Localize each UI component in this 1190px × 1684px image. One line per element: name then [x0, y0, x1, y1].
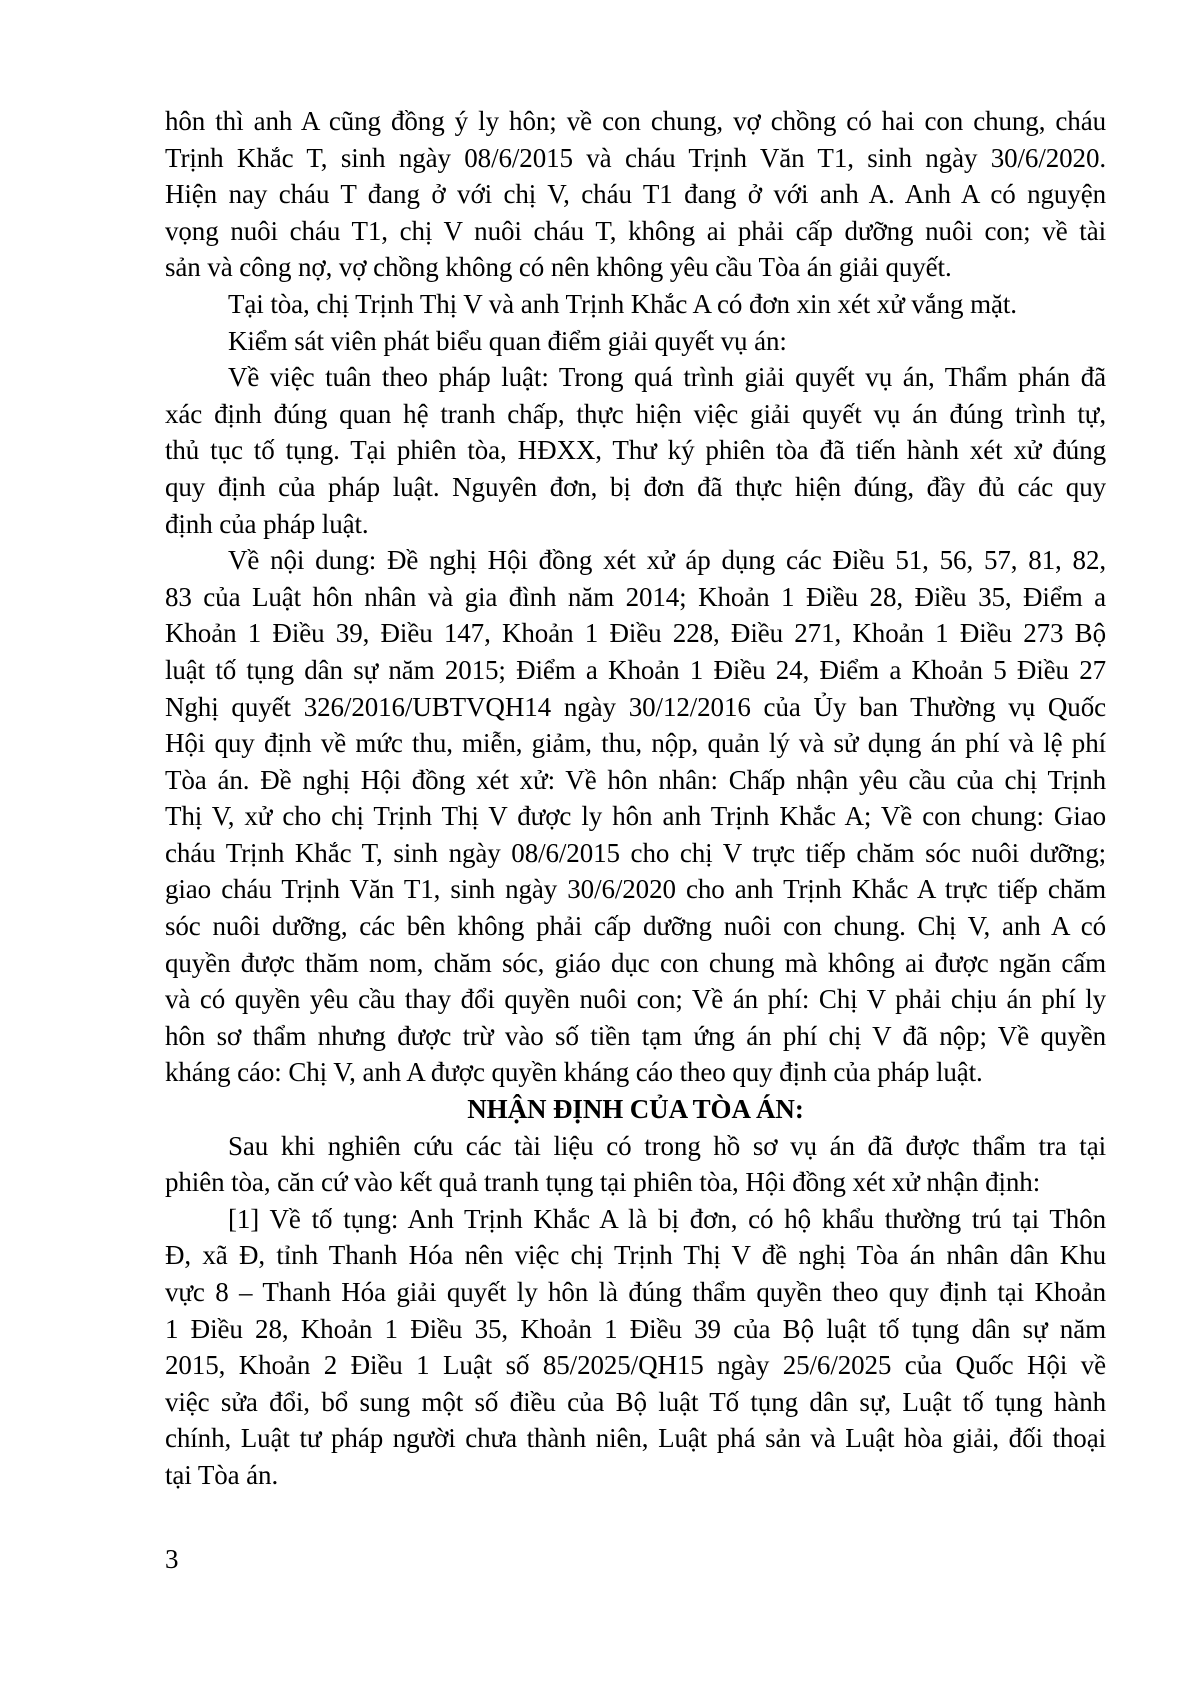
text-line: vọng nuôi cháu T1, chị V nuôi cháu T, không ai phải cấp dưỡng nuôi con; về tài [165, 215, 1106, 246]
text-line: 83 của Luật hôn nhân và gia đình năm 2014; Khoản 1 Điều 28, Điều 35, Điểm a [165, 581, 1106, 612]
text-line: 1 Điều 28, Khoản 1 Điều 35, Khoản 1 Điều 39 của Bộ luật tố tụng dân sự năm [165, 1313, 1106, 1344]
text-line: [1] Về tố tụng: Anh Trịnh Khắc A là bị đơn, có hộ khẩu thường trú tại Thôn [228, 1203, 1106, 1234]
body-text [165, 103, 1106, 1494]
text-line: Nghị quyết 326/2016/UBTVQH14 ngày 30/12/2016 của Ủy ban Thường vụ Quốc [165, 691, 1106, 722]
text-line: sản và công nợ, vợ chồng không có nên không yêu cầu Tòa án giải quyết. [165, 252, 952, 283]
text-line: Hội quy định về mức thu, miễn, giảm, thu, nộp, quản lý và sử dụng án phí và lệ phí [165, 728, 1106, 759]
text-line: tại Tòa án. [165, 1459, 279, 1490]
section-heading: NHẬN ĐỊNH CỦA TÒA ÁN: [467, 1094, 804, 1125]
text-line: Thị V, xử cho chị Trịnh Thị V được ly hôn anh Trịnh Khắc A; Về con chung: Giao [165, 801, 1106, 832]
text-line: xác định đúng quan hệ tranh chấp, thực hiện việc giải quyết vụ án đúng trình tự, [165, 398, 1106, 429]
paragraph [165, 542, 1106, 1091]
text-line: Về nội dung: Đề nghị Hội đồng xét xử áp dụng các Điều 51, 56, 57, 81, 82, [228, 545, 1106, 576]
text-line: Tòa án. Đề nghị Hội đồng xét xử: Về hôn nhân: Chấp nhận yêu cầu của chị Trịnh [165, 764, 1106, 795]
text-line: và có quyền yêu cầu thay đổi quyền nuôi con; Về án phí: Chị V phải chịu án phí ly [165, 984, 1106, 1015]
page-number: 3 [165, 1543, 179, 1574]
text-line: Trịnh Khắc T, sinh ngày 08/6/2015 và cháu Trịnh Văn T1, sinh ngày 30/6/2020. [165, 142, 1106, 173]
text-line: thủ tục tố tụng. Tại phiên tòa, HĐXX, Thư ký phiên tòa đã tiến hành xét xử đúng [165, 435, 1106, 466]
text-line: Hiện nay cháu T đang ở với chị V, cháu T1 đang ở với anh A. Anh A có nguyện [165, 179, 1106, 210]
text-line: Khoản 1 Điều 39, Điều 147, Khoản 1 Điều 228, Điều 271, Khoản 1 Điều 273 Bộ [165, 618, 1106, 649]
text-line: giao cháu Trịnh Văn T1, sinh ngày 30/6/2020 cho anh Trịnh Khắc A trực tiếp chăm [165, 874, 1106, 905]
text-line: hôn sơ thẩm nhưng được trừ vào số tiền tạm ứng án phí chị V đã nộp; Về quyền [165, 1020, 1106, 1051]
paragraph [165, 103, 1106, 286]
paragraph [165, 286, 1106, 323]
text-line: Kiểm sát viên phát biểu quan điểm giải quyết vụ án: [228, 325, 787, 356]
text-line: 2015, Khoản 2 Điều 1 Luật số 85/2025/QH15 ngày 25/6/2025 của Quốc Hội về [165, 1350, 1106, 1381]
text-line: phiên tòa, căn cứ vào kết quả tranh tụng tại phiên tòa, Hội đồng xét xử nhận định: [165, 1167, 1041, 1198]
text-line: cháu Trịnh Khắc T, sinh ngày 08/6/2015 cho chị V trực tiếp chăm sóc nuôi dưỡng; [165, 837, 1106, 868]
text-line: định của pháp luật. [165, 508, 369, 539]
text-line: quyền được thăm nom, chăm sóc, giáo dục con chung mà không ai được ngăn cấm [165, 947, 1106, 978]
text-line: Tại tòa, chị Trịnh Thị V và anh Trịnh Khắc A có đơn xin xét xử vắng mặt. [228, 288, 1017, 319]
text-line: Sau khi nghiên cứu các tài liệu có trong hồ sơ vụ án đã được thẩm tra tại [228, 1130, 1106, 1161]
text-line: kháng cáo: Chị V, anh A được quyền kháng cáo theo quy định của pháp luật. [165, 1057, 983, 1088]
text-line: Đ, xã Đ, tỉnh Thanh Hóa nên việc chị Trịnh Thị V đề nghị Tòa án nhân dân Khu [165, 1240, 1106, 1271]
text-line: quy định của pháp luật. Nguyên đơn, bị đơn đã thực hiện đúng, đầy đủ các quy [165, 471, 1106, 502]
text-line: vực 8 – Thanh Hóa giải quyết ly hôn là đúng thẩm quyền theo quy định tại Khoản [165, 1277, 1106, 1307]
text-line: Về việc tuân theo pháp luật: Trong quá trình giải quyết vụ án, Thẩm phán đã [228, 362, 1106, 393]
text-line: luật tố tụng dân sự năm 2015; Điểm a Khoản 1 Điều 24, Điểm a Khoản 5 Điều 27 [165, 654, 1106, 685]
text-line: sóc nuôi dưỡng, các bên không phải cấp dưỡng nuôi con chung. Chị V, anh A có [165, 911, 1106, 942]
paragraph [165, 359, 1106, 542]
text-line: chính, Luật tư pháp người chưa thành niên, Luật phá sản và Luật hòa giải, đối thoại [165, 1423, 1106, 1454]
paragraph [165, 1128, 1106, 1201]
paragraph [165, 323, 1106, 360]
text-line: hôn thì anh A cũng đồng ý ly hôn; về con chung, vợ chồng có hai con chung, cháu [165, 106, 1106, 136]
paragraph [165, 1201, 1106, 1494]
text-line: việc sửa đổi, bổ sung một số điều của Bộ luật Tố tụng dân sự, Luật tố tụng hành [165, 1386, 1106, 1417]
